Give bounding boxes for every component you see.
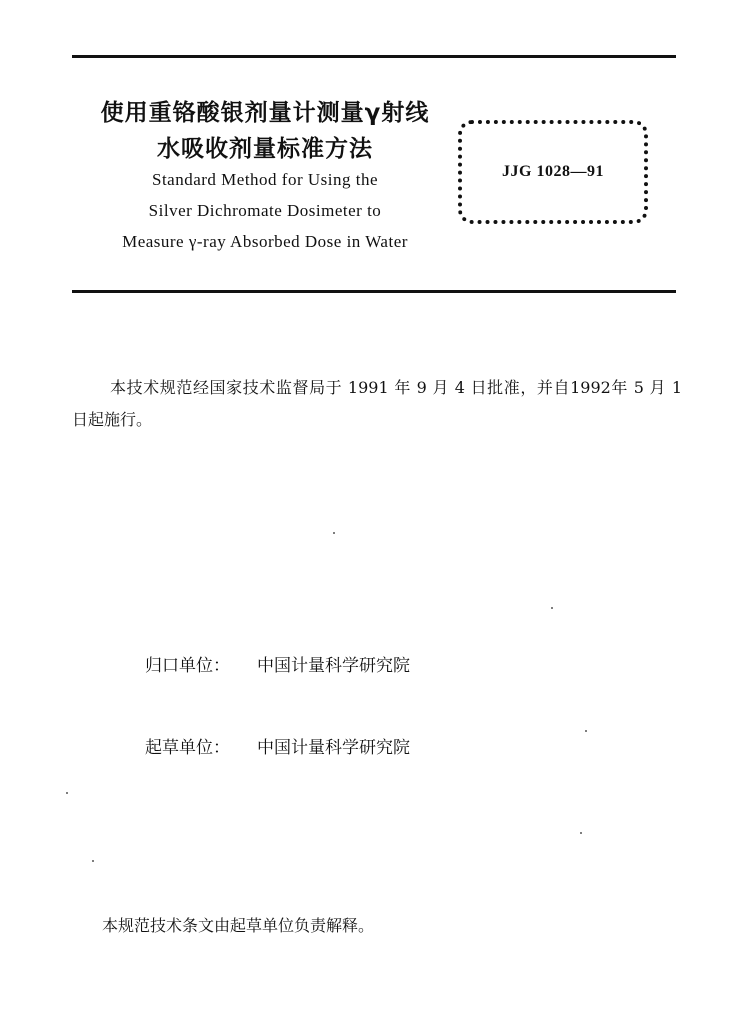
drafting-unit-row	[145, 733, 410, 758]
responsible-unit-value: 中国计量科学研究院	[257, 656, 410, 676]
scan-speck	[585, 730, 587, 732]
scan-speck	[333, 532, 335, 534]
scan-speck	[551, 607, 553, 609]
top-rule	[72, 55, 676, 58]
title-english-line-3: Measure γ-ray Absorbed Dose in Water	[122, 232, 408, 251]
interpretation-note: 本规范技术条文由起草单位负责解释。	[102, 916, 375, 935]
standard-code-box	[458, 120, 648, 224]
drafting-unit-value: 中国计量科学研究院	[257, 738, 410, 758]
title-chinese-line-1: 使用重铬酸银剂量计测量γ射线	[100, 100, 430, 126]
scan-speck	[66, 792, 68, 794]
approval-statement: 本技术规范经国家技术监督局于 1991 年 9 月 4 日批准，并自1992年 5 月 1 日起施行。	[72, 378, 682, 429]
title-chinese-line-2: 水吸收剂量标准方法	[157, 136, 373, 162]
responsible-unit-label: 归口单位：	[145, 656, 230, 676]
scan-speck	[580, 832, 582, 834]
bottom-rule	[72, 290, 676, 293]
title-english-line-2: Silver Dichromate Dosimeter to	[148, 201, 382, 220]
scan-speck	[92, 860, 94, 862]
title-english-line-1: Standard Method for Using the	[151, 170, 379, 189]
standard-code: JJG 1028—91	[502, 163, 604, 180]
drafting-unit-label: 起草单位：	[145, 738, 230, 758]
responsible-unit-row	[145, 651, 410, 676]
